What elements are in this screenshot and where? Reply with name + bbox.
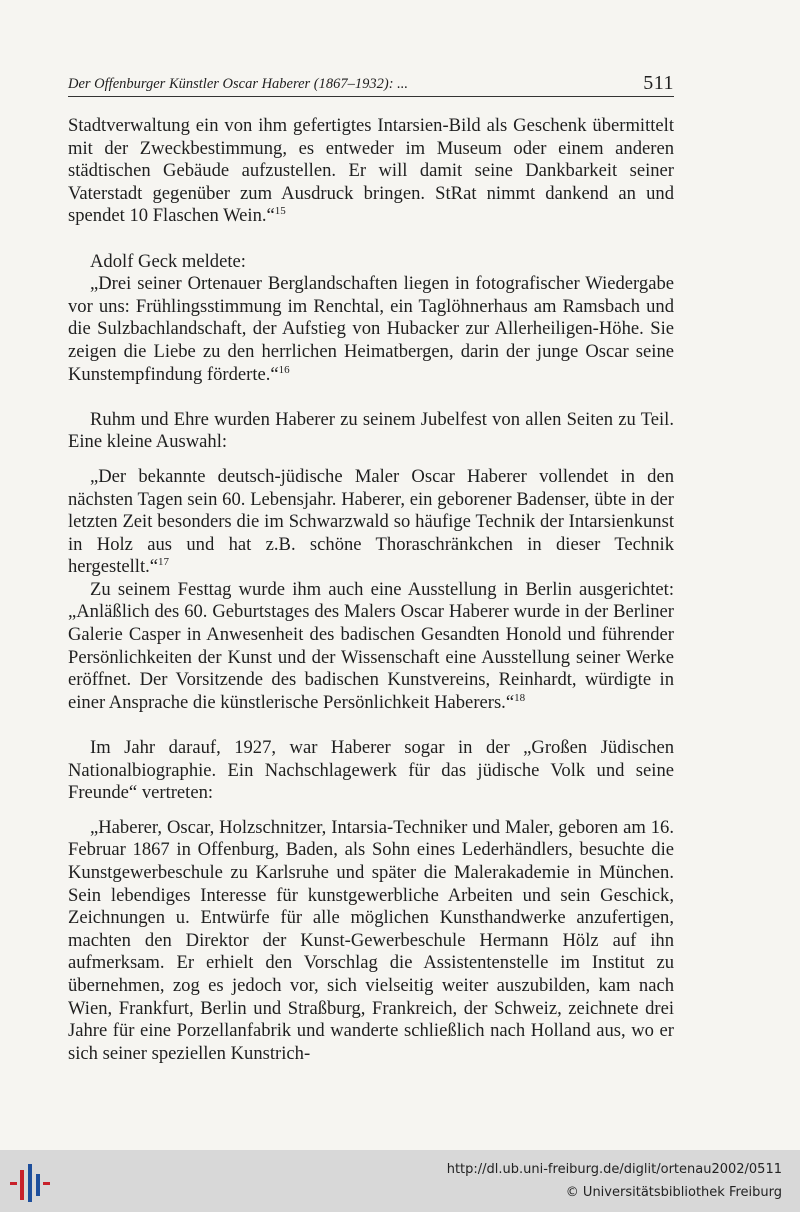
paragraph: Im Jahr darauf, 1927, war Haberer sogar in der „Großen Jüdischen Nationalbiographie. Ein Nachschlagewerk für das jüdische Volk und seine Freunde“ vertreten: (68, 737, 674, 804)
running-head (68, 68, 674, 97)
footnote-marker: 17 (158, 556, 170, 569)
paragraph: Ruhm und Ehre wurden Haberer zu seinem Jubelfest von allen Seiten zu Teil. Eine kleine Auswahl: (68, 408, 674, 453)
running-title: Der Offenburger Künstler Oscar Haberer (1867–1932): ... (68, 76, 409, 92)
page-number: 511 (643, 72, 674, 94)
paragraph: Zu seinem Festtag wurde ihm auch eine Ausstellung in Berlin ausgerichtet: „Anläßlich des 60. Geburtstages des Malers Oscar Haberer wurde in der Berliner Galerie Casper in Anwesenheit des badischen Gesandten Honold und führender Persönlichkeiten der Kunst und der Wissenschaft eine Ausstellung seiner Werke eröffnet. Der Vorsitzende des badischen Kunstvereins, Reinhardt, würdigte in einer Ansprache die künstlerische Persönlichkeit Haberers.“$^{18}$ (68, 578, 674, 713)
body-text (68, 115, 674, 1065)
copyright-text: © Universitätsbibliothek Freiburg (565, 1185, 782, 1200)
viewer-footer (0, 1150, 800, 1212)
footnote-marker: 16 (278, 363, 290, 376)
paragraph: Adolf Geck meldete: (90, 250, 246, 272)
paragraph: Stadtverwaltung ein von ihm gefertigtes Intarsien-Bild als Geschenk übermittelt mit der Zweckbestimmung, es entweder im Museum oder einem anderen städtischen Gebäude aufzustellen. Er will damit seine Dankbarkeit seiner Vaterstadt gegenüber zum Ausdruck bringen. StRat nimmt dankend an und spendet 10 Flaschen Wein.“$^{15}$ (68, 115, 674, 227)
permalink-link[interactable]: http://dl.ub.uni-freiburg.de/diglit/ortenau2002/0511 (446, 1162, 782, 1177)
paragraph: „Drei seiner Ortenauer Berglandschaften liegen in fotografischer Wiedergabe vor uns: Frühlingsstimmung im Renchtal, ein Taglöhnerhaus am Ramsbach und die Sulzbachlandschaft, der Aufstieg von Hubacker zur Allerheiligen-Höhe. Sie zeigen die Liebe zu den herrlichen Heimatbergen, darin der junge Oscar seine Kunstempfindung förderte.“$^{16}$ (68, 273, 674, 385)
footnote-marker: 15 (274, 205, 286, 218)
library-logo-icon (8, 1162, 52, 1204)
paragraph: „Der bekannte deutsch-jüdische Maler Oscar Haberer vollendet in den nächsten Tagen sein 60. Lebensjahr. Haberer, ein geborener Badenser, übte in der letzten Zeit besonders die im Schwarzwald so häufige Technik der Intarsienkunst in Holz aus und hat z.B. schöne Thoraschränkchen in dieser Technik hergestellt.“$^{17}$ (68, 465, 674, 578)
paragraph: „Haberer, Oscar, Holzschnitzer, Intarsia-Techniker und Maler, geboren am 16. Februar 1867 in Offenburg, Baden, als Sohn eines Lederhändlers, besuchte die Kunstgewerbeschule zu Karlsruhe und später die Malerakademie in München. Sein lebendiges Interesse für kunstgewerbliche Arbeiten und sein Geschick, Zeichnungen u. Entwürfe für alle möglichen Kunsthandwerke anzufertigen, machten den Direktor der Kunst-Gewerbeschule Hermann Hölz auf ihn aufmerksam. Er erhielt den Vorschlag die Assistentenstelle im Institut zu übernehmen, zog es jedoch vor, sich vielseitig weiter auszubilden, kam nach Wien, Frankfurt, Berlin und Straßburg, Frankreich, der Schweiz, zeichnete drei Jahre für eine Porzellanfabrik und wanderte schließlich nach Holland aus, wo er sich seiner speziellen Kunstrich- (68, 816, 674, 1064)
footnote-marker: 18 (514, 691, 526, 704)
